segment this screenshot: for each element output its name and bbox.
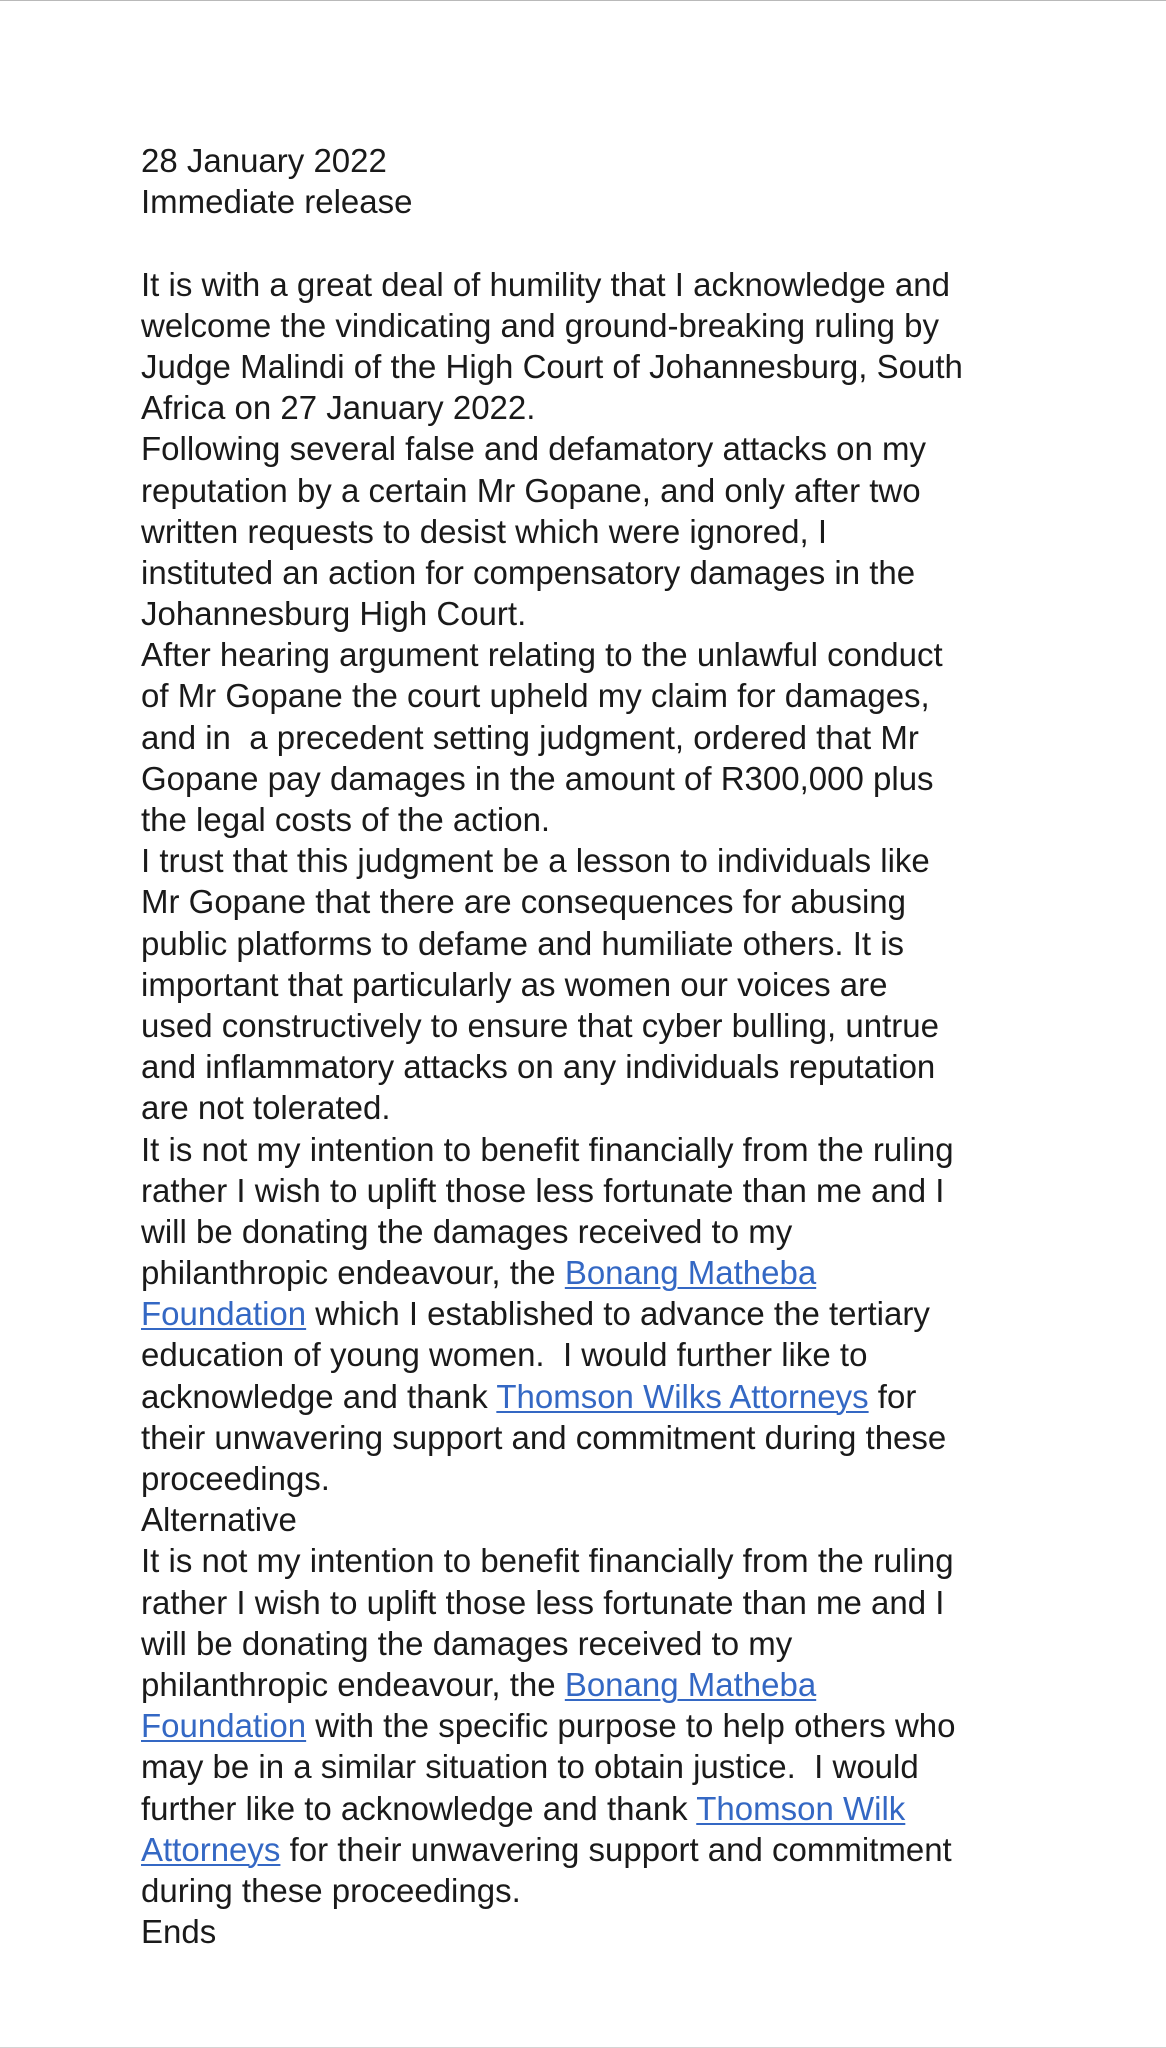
- text-line: It is not my intention to benefit financially from the ruling: [141, 1130, 954, 1168]
- text-line: will be donating the damages received to my: [141, 1212, 793, 1250]
- text-line: Judge Malindi of the High Court of Johannesburg, South: [141, 347, 963, 385]
- text-line: reputation by a certain Mr Gopane, and only after two: [141, 471, 921, 509]
- text-line: during these proceedings.: [141, 1871, 521, 1909]
- foundation-link[interactable]: Foundation: [141, 1707, 307, 1745]
- text-line: will be donating the damages received to my: [141, 1624, 793, 1662]
- paragraph-donation: [141, 1129, 1041, 1500]
- attorneys-link[interactable]: Attorneys: [141, 1830, 281, 1868]
- ends-marker: Ends: [141, 1913, 217, 1951]
- foundation-link[interactable]: Bonang Matheba: [564, 1665, 817, 1703]
- text-segment: with the specific purpose to help others who: [306, 1707, 956, 1745]
- paragraph-background: [141, 428, 1041, 634]
- text-line: proceedings.: [141, 1460, 330, 1497]
- text-line: instituted an action for compensatory damages in the: [141, 553, 916, 591]
- text-line: the legal costs of the action.: [141, 801, 551, 838]
- text-line: and in a precedent setting judgment, ordered that Mr: [141, 718, 919, 756]
- text-line: [141, 1829, 1041, 1870]
- text-line: welcome the vindicating and ground-breaking ruling by: [141, 306, 939, 344]
- text-line: may be in a similar situation to obtain justice. I would: [141, 1748, 919, 1786]
- press-release-document: [141, 140, 1041, 1952]
- text-line: of Mr Gopane the court upheld my claim for damages,: [141, 677, 930, 715]
- text-line: Gopane pay damages in the amount of R300,000 plus: [141, 759, 934, 797]
- text-line: Africa on 27 January 2022.: [141, 389, 536, 427]
- text-line: education of young women. I would further like to: [141, 1336, 868, 1374]
- text-segment: which I established to advance the tertiary: [306, 1295, 930, 1333]
- text-line: [141, 1376, 1041, 1417]
- text-segment: for: [868, 1377, 917, 1415]
- text-line: It is with a great deal of humility that I acknowledge and: [141, 265, 950, 303]
- paragraph-ruling: [141, 264, 1041, 429]
- text-line: their unwavering support and commitment during these: [141, 1418, 947, 1456]
- text-line: Mr Gopane that there are consequences for abusing: [141, 883, 906, 921]
- alternative-heading: Alternative: [141, 1501, 297, 1539]
- text-segment: philanthropic endeavour, the: [141, 1254, 565, 1292]
- text-line: After hearing argument relating to the unlawful conduct: [141, 636, 943, 674]
- paragraph-lesson: [141, 840, 1041, 1128]
- text-line: public platforms to defame and humiliate others. It is: [141, 924, 905, 962]
- text-line: rather I wish to uplift those less fortunate than me and I: [141, 1171, 945, 1209]
- paragraph-judgment: [141, 634, 1041, 840]
- release-date: 28 January 2022: [141, 142, 387, 179]
- text-line: [141, 1788, 1041, 1829]
- text-line: used constructively to ensure that cyber bulling, untrue: [141, 1006, 939, 1044]
- text-line: It is not my intention to benefit financially from the ruling: [141, 1542, 954, 1580]
- text-line: Johannesburg High Court.: [141, 595, 527, 633]
- text-segment: further like to acknowledge and thank: [141, 1789, 697, 1827]
- text-segment: philanthropic endeavour, the: [141, 1665, 565, 1703]
- paragraph-donation-alternative: [141, 1540, 1041, 1911]
- text-segment: for their unwavering support and commitment: [280, 1830, 952, 1868]
- text-line: written requests to desist which were ignored, I: [141, 512, 827, 550]
- foundation-link[interactable]: Foundation: [141, 1295, 307, 1333]
- text-segment: acknowledge and thank: [141, 1377, 497, 1415]
- text-line: [141, 1252, 1041, 1293]
- text-line: Following several false and defamatory attacks on my: [141, 430, 927, 468]
- text-line: [141, 1705, 1041, 1746]
- attorneys-link[interactable]: Thomson Wilk: [696, 1789, 906, 1827]
- text-line: I trust that this judgment be a lesson to individuals like: [141, 842, 930, 880]
- text-line: rather I wish to uplift those less fortunate than me and I: [141, 1583, 945, 1621]
- text-line: and inflammatory attacks on any individuals reputation: [141, 1048, 936, 1086]
- text-line: [141, 1293, 1041, 1334]
- release-type: Immediate release: [141, 183, 413, 221]
- spacer: [141, 222, 1041, 263]
- top-divider: [0, 0, 1166, 1]
- attorneys-link[interactable]: Thomson Wilks Attorneys: [496, 1377, 869, 1415]
- text-line: important that particularly as women our voices are: [141, 965, 888, 1003]
- text-line: [141, 1664, 1041, 1705]
- foundation-link[interactable]: Bonang Matheba: [564, 1254, 817, 1292]
- text-line: are not tolerated.: [141, 1089, 391, 1127]
